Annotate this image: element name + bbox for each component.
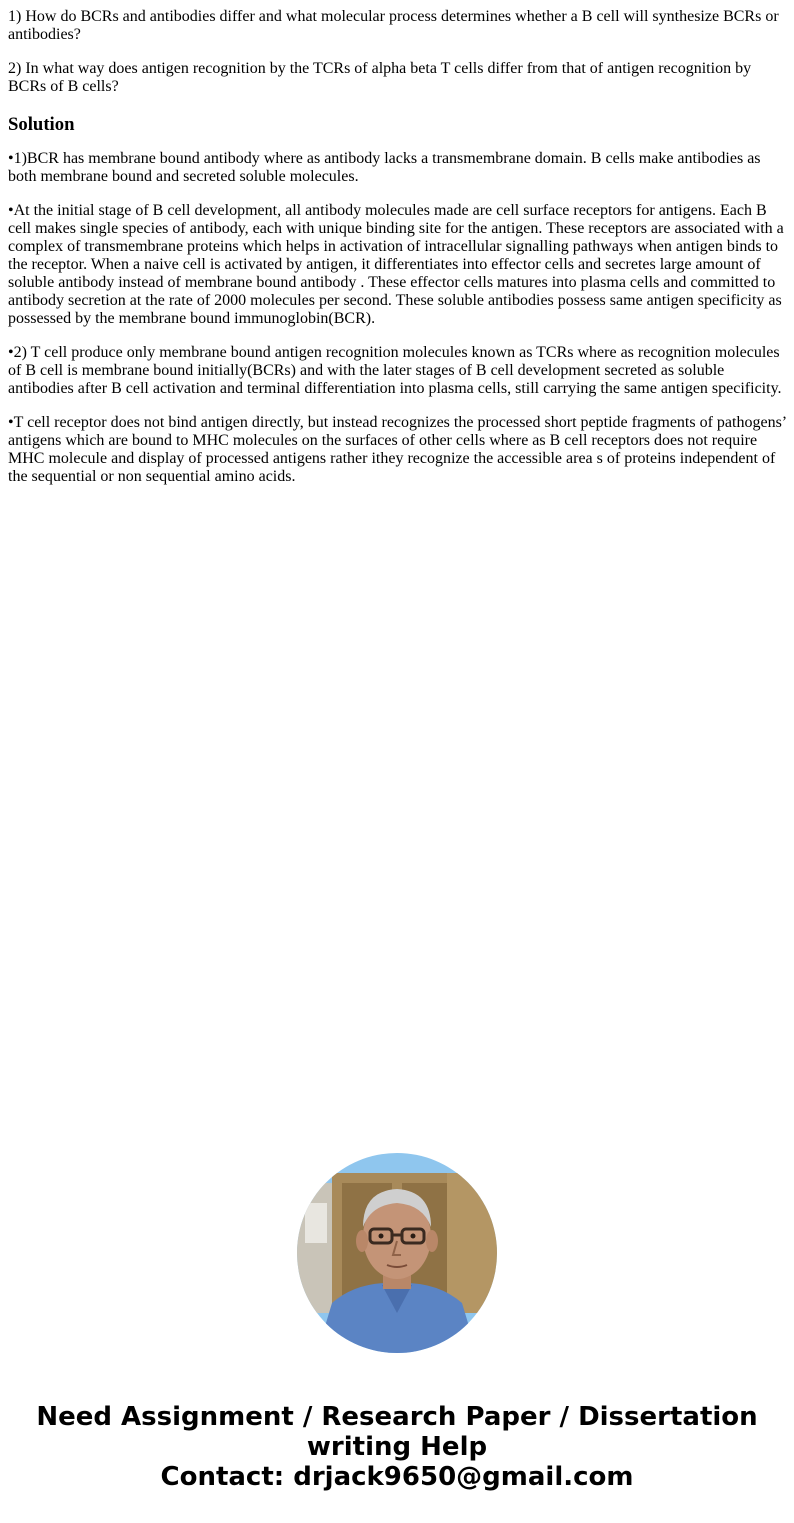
avatar-portrait-image: [297, 1153, 497, 1353]
solution-heading: Solution: [8, 114, 75, 135]
footer-contact-line: Contact: drjack9650@gmail.com: [160, 1462, 634, 1492]
contact-banner: [0, 1402, 794, 1492]
answer-2: •At the initial stage of B cell development, all antibody molecules made are cell surface receptors for antigens. Each B cell makes single species of antibody, each with unique binding site for the antigen. These receptors are associated with a complex of transmembrane proteins which helps in activation of intracellular signalling pathways when antigen binds to the receptor. When a naive cell is activated by antigen, it differentiates into effector cells and secretes large amount of soluble antibody instead of membrane bound antibody . These effector cells matures into plasma cells and committed to antibody secretion at the rate of 2000 molecules per second. These soluble antibodies possess same antigen specificity as possessed by the membrane bound immunoglobin(BCR).: [8, 202, 784, 327]
answer-3: •2) T cell produce only membrane bound antigen recognition molecules known as TCRs where as recognition molecules of B cell is membrane bound initially(BCRs) and with the later stages of B cell development secreted as soluble antibodies after B cell activation and terminal differentiation into plasma cells, still carrying the same antigen specificity.: [8, 344, 782, 397]
footer-line-2: writing Help: [306, 1432, 488, 1462]
footer-line-1: Need Assignment / Research Paper / Dissertation: [36, 1402, 758, 1432]
document-body: [8, 0, 788, 502]
answer-4: •T cell receptor does not bind antigen directly, but instead recognizes the processed short peptide fragments of pathogens’ antigens which are bound to MHC molecules on the surfaces of other cells where as B cell receptors does not require MHC molecule and display of processed antigens rather ithey recognize the accessible area s of proteins independent of the sequential or non sequential amino acids.: [8, 414, 786, 485]
question-1: 1) How do BCRs and antibodies differ and what molecular process determines whether a B cell will synthesize BCRs or antibodies?: [8, 8, 779, 43]
author-avatar: [297, 1153, 497, 1353]
answer-1: •1)BCR has membrane bound antibody where as antibody lacks a transmembrane domain. B cells make antibodies as both membrane bound and secreted soluble molecules.: [8, 150, 761, 185]
question-2: 2) In what way does antigen recognition by the TCRs of alpha beta T cells differ from that of antigen recognition by BCRs of B cells?: [8, 60, 752, 95]
